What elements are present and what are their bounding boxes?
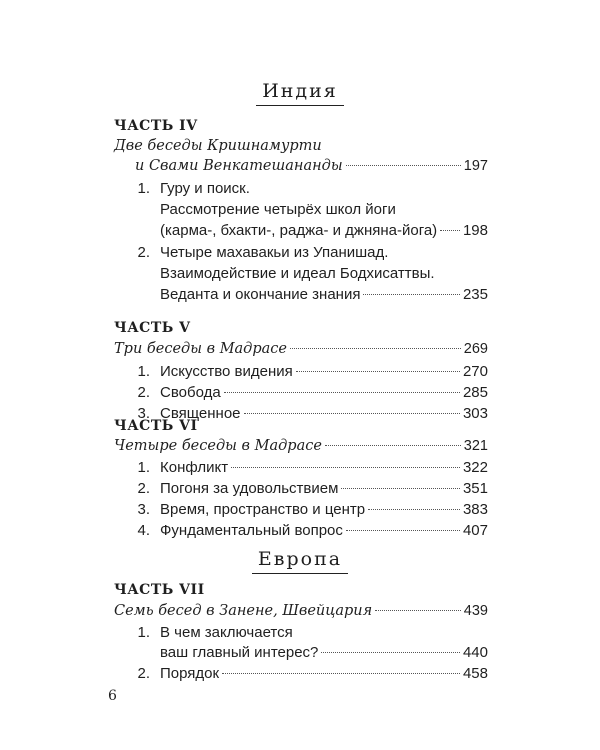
page-ref: 407 <box>462 522 488 539</box>
toc-entry[interactable]: и Свами Венкатешананды 197 <box>135 158 488 174</box>
page-ref: 458 <box>462 665 488 682</box>
section-heading-india: Индия <box>0 80 600 106</box>
part-subtitle-line: Две беседы Кришнамурти <box>114 138 322 154</box>
toc-entry-line: Рассмотрение четырёх школ йоги <box>160 201 396 218</box>
page-ref: 303 <box>462 405 488 422</box>
toc-entry[interactable]: 1. В чем заключается <box>137 624 293 641</box>
page-ref: 321 <box>463 438 488 454</box>
part-heading: ЧАСТЬ V <box>114 320 191 336</box>
page-ref: 269 <box>463 341 488 357</box>
page-ref: 285 <box>462 384 488 401</box>
toc-entry[interactable]: Три беседы в Мадрасе 269 <box>114 341 488 357</box>
toc-entry-line: Веданта и окончание знания 235 <box>160 286 488 303</box>
toc-entry-line: ваш главный интерес? 440 <box>160 644 488 661</box>
part-heading: ЧАСТЬ VII <box>114 582 205 598</box>
toc-entry-line: (карма-, бхакти-, раджа- и джняна-йога) 198 <box>160 222 488 239</box>
page-ref: 383 <box>462 501 488 518</box>
part-heading: ЧАСТЬ IV <box>114 118 198 134</box>
toc-entry[interactable]: 1. Искусство видения 270 <box>137 363 488 380</box>
toc-entry[interactable]: 1. Конфликт 322 <box>137 459 488 476</box>
page-ref: 440 <box>462 644 488 661</box>
toc-entry[interactable]: 2. Порядок 458 <box>137 665 488 682</box>
toc-entry[interactable]: 1. Гуру и поиск. <box>137 180 250 197</box>
page-ref: 197 <box>463 158 488 174</box>
page-ref: 351 <box>462 480 488 497</box>
toc-entry[interactable]: Семь бесед в Занене, Швейцария 439 <box>114 603 488 619</box>
toc-entry[interactable]: 2. Погоня за удовольствием 351 <box>137 480 488 497</box>
toc-entry[interactable]: 4. Фундаментальный вопрос 407 <box>137 522 488 539</box>
page-ref: 439 <box>463 603 488 619</box>
section-heading-europe: Европа <box>0 548 600 574</box>
toc-entry[interactable]: 3. Священное 303 <box>137 405 488 422</box>
page-ref: 270 <box>462 363 488 380</box>
toc-entry-line: Взаимодействие и идеал Бодхисаттвы. <box>160 265 435 282</box>
part-heading: ЧАСТЬ VI <box>114 418 198 434</box>
toc-entry[interactable]: 2. Свобода 285 <box>137 384 488 401</box>
page-ref: 322 <box>462 459 488 476</box>
toc-entry[interactable]: Четыре беседы в Мадрасе 321 <box>114 438 488 454</box>
toc-entry[interactable]: 3. Время, пространство и центр 383 <box>137 501 488 518</box>
page-ref: 235 <box>462 286 488 303</box>
page-number: 6 <box>108 688 117 704</box>
toc-entry[interactable]: 2. Четыре махавакьи из Упанишад. <box>137 244 389 261</box>
page-ref: 198 <box>462 222 488 239</box>
